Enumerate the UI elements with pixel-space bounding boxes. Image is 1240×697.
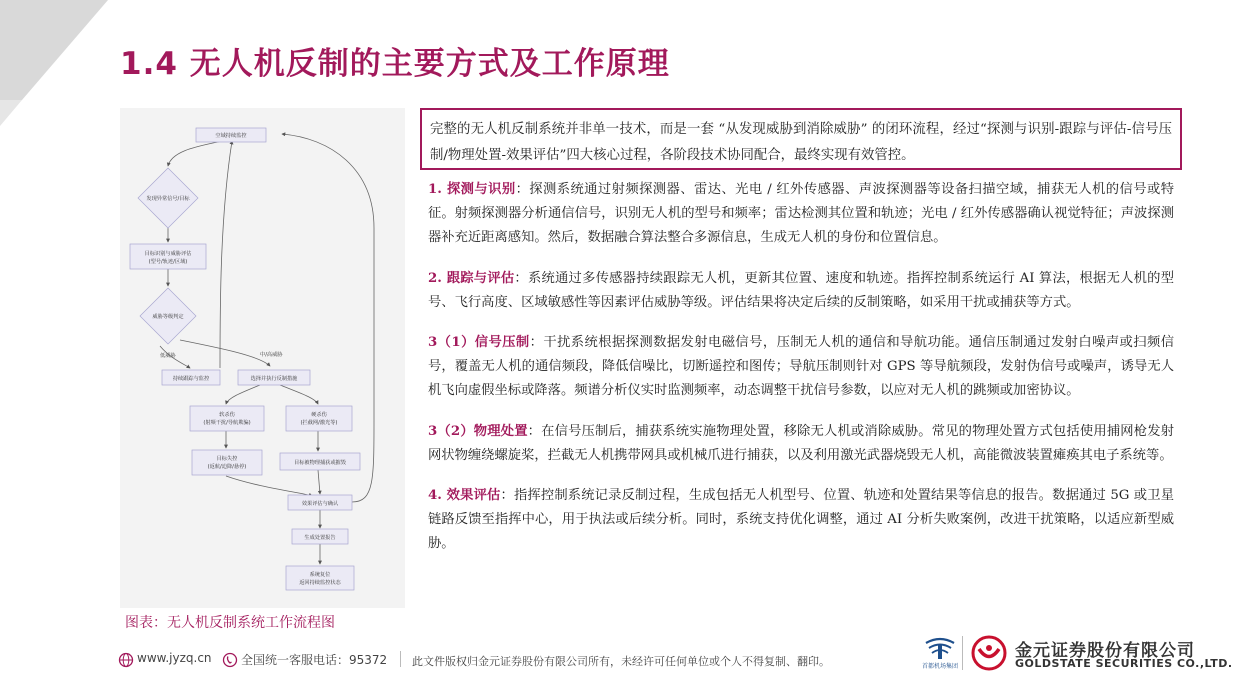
- section-tracking: [428, 267, 1174, 315]
- company-name-cn: 金元证券股份有限公司: [1015, 641, 1195, 661]
- svg-text:软杀伤: 软杀伤: [219, 412, 235, 418]
- svg-text:(拦截网/激光等): (拦截网/激光等): [300, 420, 338, 426]
- svg-text:(型号/轨迹/区域): (型号/轨迹/区域): [148, 259, 188, 265]
- section-effect-evaluation: [428, 484, 1174, 557]
- node-continuous-tracking: [162, 370, 220, 385]
- section-heading: 2. 跟踪与评估: [428, 270, 515, 286]
- decision-threat-level: [140, 288, 196, 344]
- svg-text:选择并执行反制措施: 选择并执行反制措施: [250, 376, 298, 382]
- svg-text:效果评估与确认: 效果评估与确认: [301, 501, 339, 507]
- process-sections: [428, 178, 1174, 573]
- section-heading: 4. 效果评估: [428, 488, 501, 504]
- company-name-en: GOLDSTATE SECURITIES CO.,LTD.: [1015, 657, 1233, 670]
- node-airspace-monitor: [196, 128, 266, 142]
- figure-caption: 图表：无人机反制系统工作流程图: [125, 615, 335, 631]
- section-heading: 3（2）物理处置: [428, 423, 528, 439]
- partner-logo-text: 首都机场集团: [922, 663, 959, 670]
- page-title: 1.4 无人机反制的主要方式及工作原理: [120, 46, 670, 82]
- phone-icon: [222, 652, 238, 668]
- edge-label-mid-high-threat: 中/高威胁: [260, 352, 283, 358]
- svg-text:持续跟踪与监控: 持续跟踪与监控: [172, 376, 210, 382]
- svg-text:(射频干扰/导航欺骗): (射频干扰/导航欺骗): [203, 420, 251, 426]
- svg-text:目标识别与威胁评估: 目标识别与威胁评估: [144, 251, 192, 257]
- decision-anomaly-detected: [138, 168, 198, 228]
- footer-hotline: 全国统一客服电话：95372: [241, 653, 388, 667]
- globe-icon: [118, 652, 134, 668]
- svg-text:目标被物理捕获或摧毁: 目标被物理捕获或摧毁: [294, 460, 346, 466]
- svg-text:威胁等级判定: 威胁等级判定: [152, 314, 184, 320]
- node-target-captured: [280, 453, 360, 470]
- svg-text:硬杀伤: 硬杀伤: [311, 412, 327, 418]
- section-body: ：指挥控制系统记录反制过程，生成包括无人机型号、位置、轨迹和处置结果等信息的报告。数据通过 5G 或卫星链路反馈至指挥中心，用于执法或后续分析。同时，系统支持优化调整，通过 AI 分析失败案例，改进干扰策略，以适应新型威胁。: [428, 488, 1174, 552]
- section-detection: [428, 178, 1174, 251]
- svg-text:发现异常信号/目标: 发现异常信号/目标: [146, 196, 190, 202]
- flowchart-diagram: [120, 108, 405, 608]
- node-select-countermeasure: [238, 370, 310, 385]
- section-heading: 3（1）信号压制: [428, 335, 530, 351]
- edge-label-low-threat: 低威胁: [160, 353, 176, 359]
- svg-text:系统复位: 系统复位: [309, 572, 331, 578]
- section-body: ：干扰系统根据探测数据发射电磁信号，压制无人机的通信和导航功能。通信压制通过发射白噪声或扫频信号，覆盖无人机的通信频段，降低信噪比，切断遥控和图传；导航压制则针对 GPS 等导航频段，发射伪信号或噪声，诱导无人机飞向虚假坐标或降落。频谱分析仪实时监测频率，动态调整干扰信号参数，以应对无人机的跳频或加密协议。: [428, 335, 1174, 399]
- summary-box: [420, 108, 1182, 170]
- node-system-reset: [286, 566, 354, 590]
- summary-text: 完整的无人机反制系统并非单一技术，而是一套 “从发现威胁到消除威胁” 的闭环流程，经过“探测与识别-跟踪与评估-信号压制/物理处置-效果评估”四大核心过程，各阶段技术协同配合，最终实现有效管控。: [430, 122, 1172, 163]
- node-hard-kill: [286, 406, 352, 431]
- section-body: ：系统通过多传感器持续跟踪无人机，更新其位置、速度和轨迹。指挥控制系统运行 AI 算法，根据无人机的型号、飞行高度、区域敏感性等因素评估威胁等级。评估结果将决定后续的反制策略，如采用干扰或捕获等方式。: [428, 270, 1175, 310]
- node-target-lost-control: [192, 450, 262, 475]
- svg-text:生成处置报告: 生成处置报告: [304, 535, 336, 541]
- capital-airport-logo-icon: [922, 635, 958, 661]
- node-effect-evaluation: [288, 495, 352, 510]
- goldstate-logo-icon: [970, 634, 1008, 672]
- svg-text:空域持续监控: 空域持续监控: [215, 133, 247, 139]
- node-soft-kill: [190, 406, 264, 431]
- logo-divider: [962, 636, 963, 670]
- svg-text:目标失控: 目标失控: [216, 456, 238, 462]
- section-body: ：在信号压制后，捕获系统实施物理处置，移除无人机或消除威胁。常见的物理处置方式包括使用捕网枪发射网状物缠绕螺旋桨，拦截无人机携带网具或机械爪进行捕获，以及利用激光武器烧毁无人机，高能微波装置瘫痪其电子系统等。: [428, 423, 1174, 463]
- svg-text:(返航/迫降/悬停): (返航/迫降/悬停): [207, 464, 247, 470]
- footer-website[interactable]: www.jyzq.cn: [137, 651, 212, 665]
- footer-copyright: 此文件版权归金元证券股份有限公司所有，未经许可任何单位或个人不得复制、翻印。: [412, 655, 830, 668]
- svg-text:返回持续监控状态: 返回持续监控状态: [299, 580, 341, 586]
- node-generate-report: [292, 529, 348, 544]
- section-physical-disposal: [428, 420, 1174, 468]
- section-body: ：探测系统通过射频探测器、雷达、光电 / 红外传感器、声波探测器等设备扫描空域，捕获无人机的信号或特征。射频探测器分析通信信号，识别无人机的型号和频率；雷达检测其位置和轨迹；光电 / 红外传感器确认视觉特征；声波探测器补充近距离感知。然后，数据融合算法整合多源信息，生成无人机的身份和位置信息。: [428, 182, 1174, 246]
- section-signal-suppression: [428, 331, 1174, 404]
- node-target-identification: [130, 244, 206, 269]
- footer-divider: [400, 651, 401, 667]
- section-heading: 1. 探测与识别: [428, 182, 516, 197]
